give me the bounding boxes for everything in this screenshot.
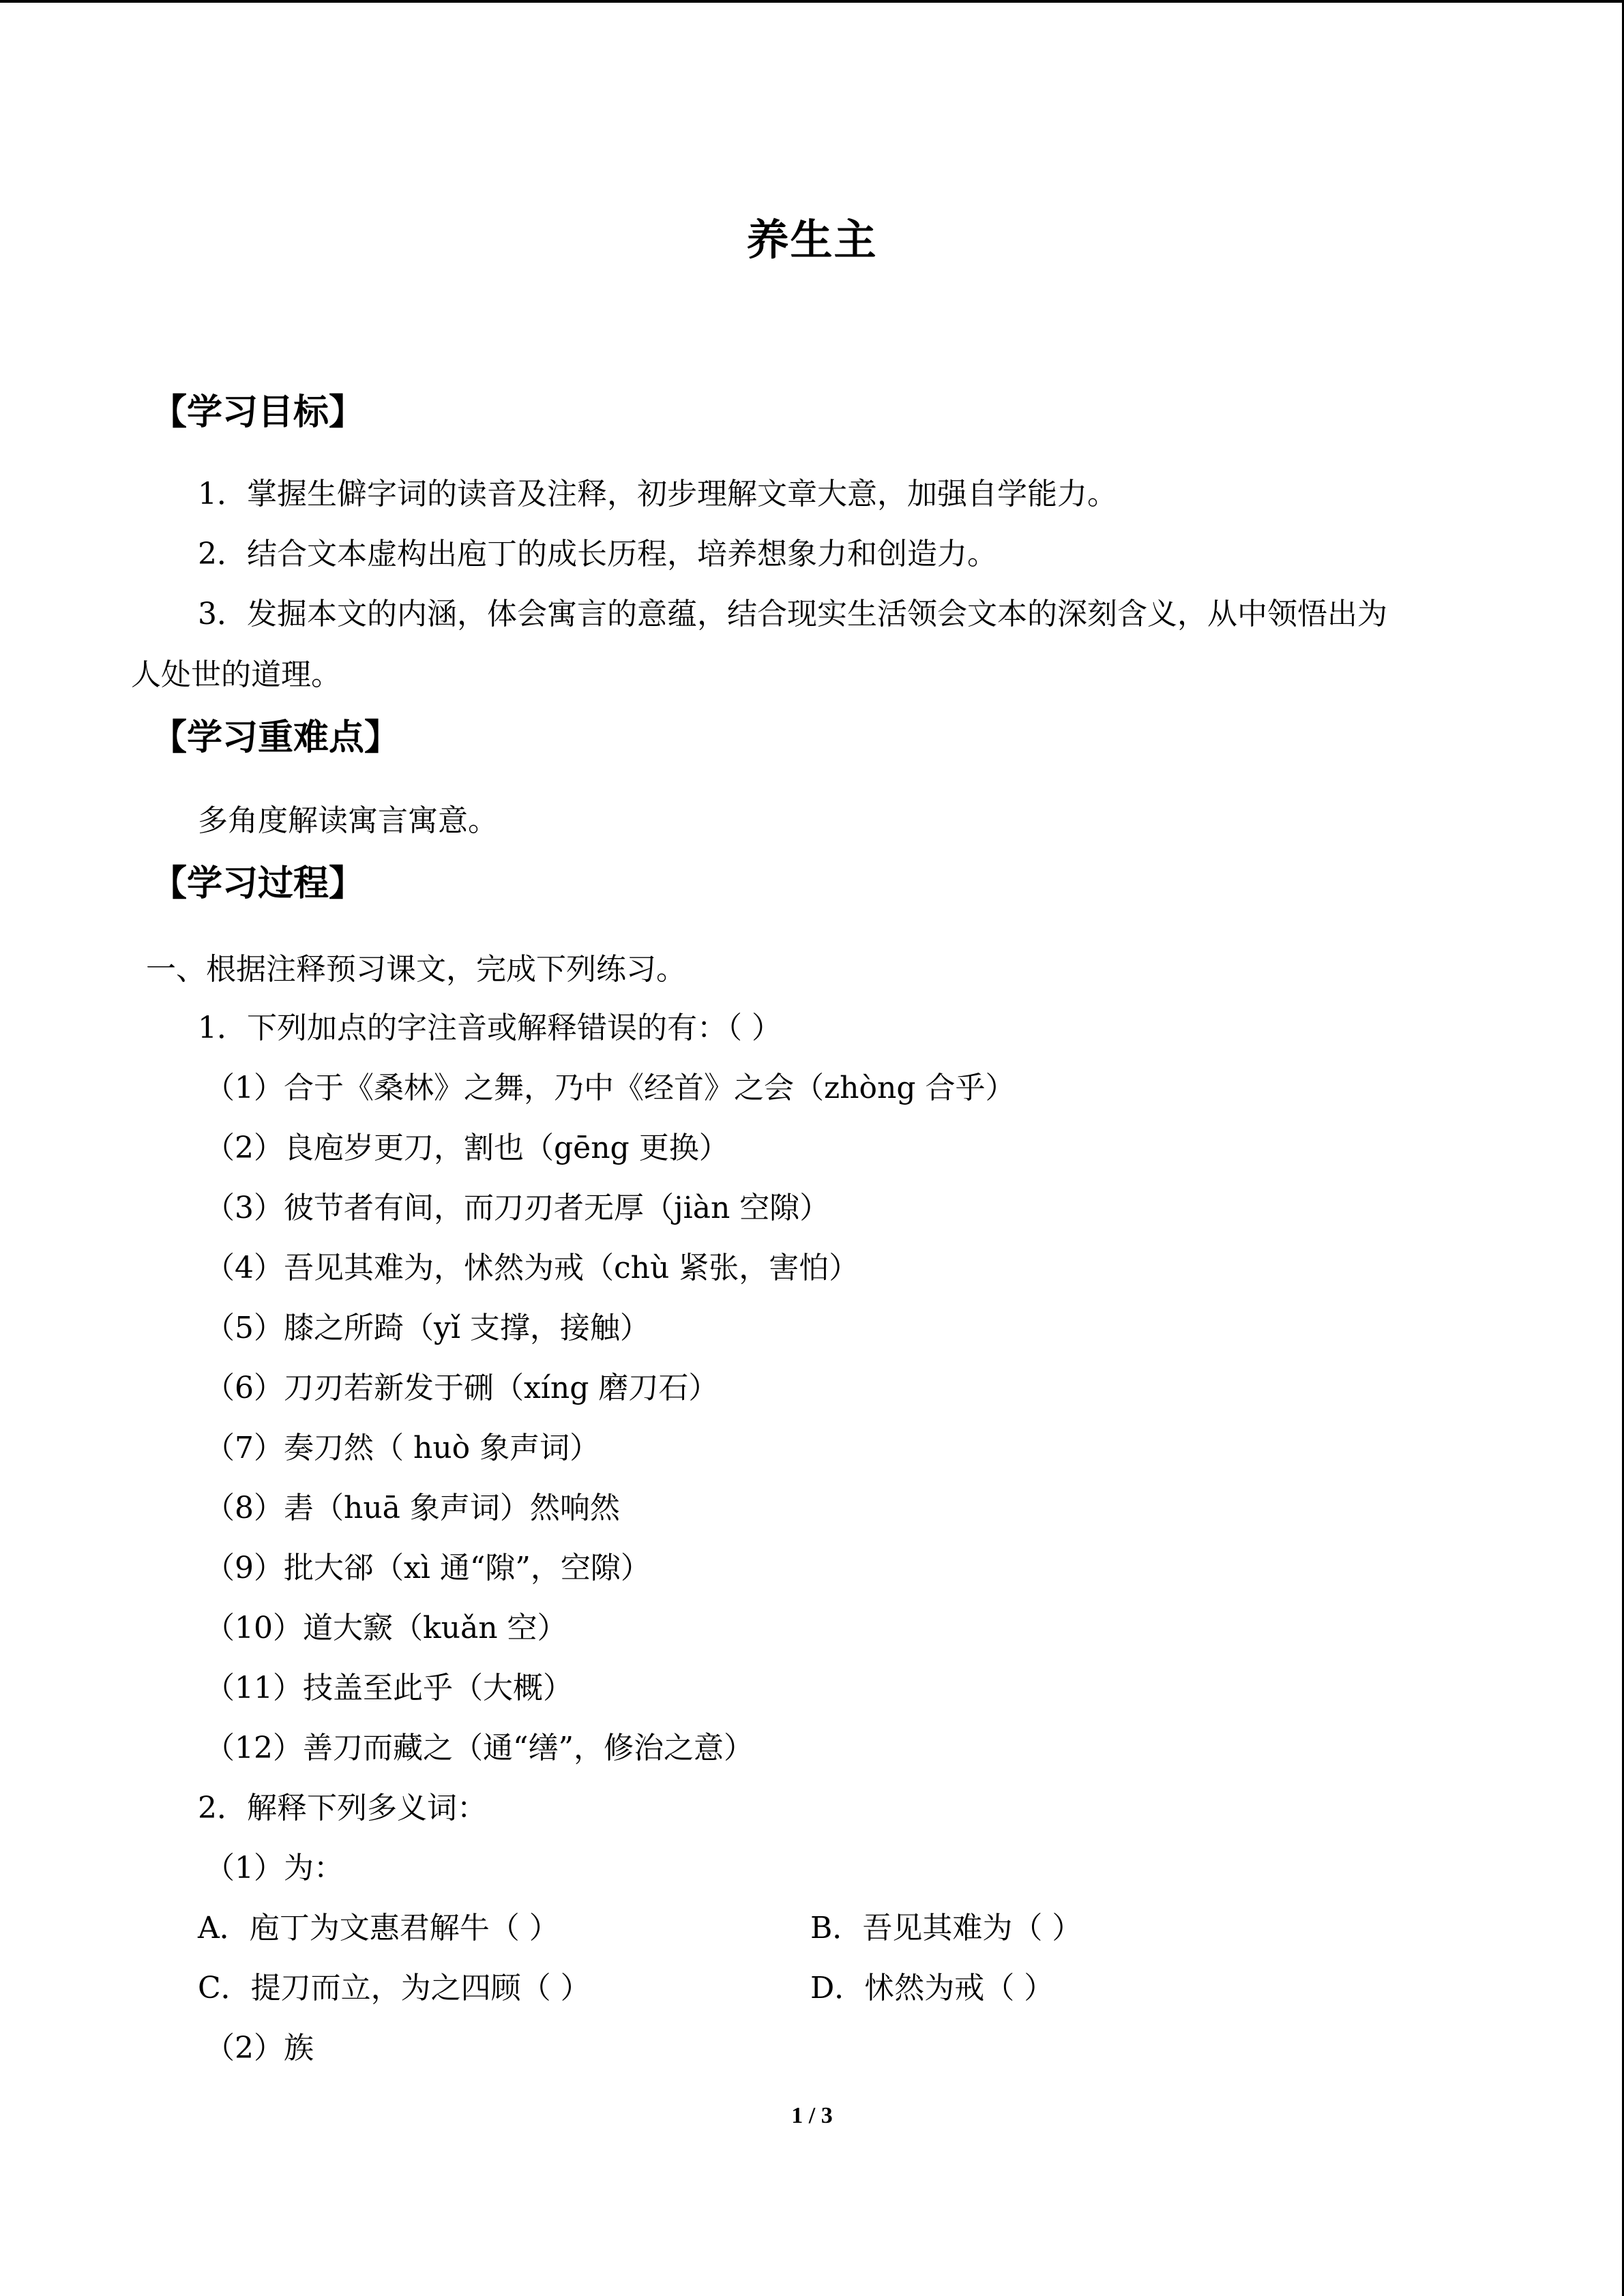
q1-item-12: （12）善刀而藏之（通“缮”，修治之意） bbox=[205, 1731, 754, 1765]
q1-item-4: （4）吾见其难为，怵然为戒（chù 紧张，害怕） bbox=[205, 1251, 859, 1285]
part1-title: 一、根据注释预习课文，完成下列练习。 bbox=[146, 952, 686, 987]
q1-item-9: （9）批大郤（xì 通“隙”，空隙） bbox=[205, 1551, 651, 1585]
q2-option-a: A．庖丁为文惠君解牛（ ） bbox=[198, 1911, 559, 1945]
q1-stem: 1．下列加点的字注音或解释错误的有：（ ） bbox=[198, 1011, 782, 1045]
q1-item-3: （3）彼节者有间，而刀刃者无厚（jiàn 空隙） bbox=[205, 1191, 830, 1225]
q1-item-5: （5）膝之所踦（yǐ 支撑，接触） bbox=[205, 1311, 650, 1345]
q2-option-b: B．吾见其难为（ ） bbox=[810, 1911, 1082, 1945]
objective-item-3-cont: 人处世的道理。 bbox=[131, 657, 341, 692]
process-heading: 【学习过程】 bbox=[151, 863, 365, 904]
q2-sub2: （2）族 bbox=[205, 2031, 314, 2066]
q2-option-d: D．怵然为戒（ ） bbox=[810, 1971, 1054, 2006]
keypoints-text: 多角度解读寓言寓意。 bbox=[198, 803, 498, 838]
keypoints-heading: 【学习重难点】 bbox=[151, 717, 400, 758]
objectives-heading: 【学习目标】 bbox=[151, 392, 365, 433]
q2-sub1: （1）为： bbox=[205, 1851, 344, 1885]
q2-stem: 2．解释下列多义词： bbox=[198, 1791, 487, 1825]
q1-item-8: （8）砉（huā 象声词）然响然 bbox=[205, 1491, 620, 1525]
q1-item-10: （10）道大窾（kuǎn 空） bbox=[205, 1611, 567, 1645]
q1-item-1: （1）合于《桑林》之舞，乃中《经首》之会（zhòng 合乎） bbox=[205, 1071, 1016, 1105]
objective-item-1: 1．掌握生僻字词的读音及注释，初步理解文章大意，加强自学能力。 bbox=[198, 477, 1117, 511]
page-top-border bbox=[0, 0, 1624, 3]
objective-item-2: 2．结合文本虚构出庖丁的成长历程，培养想象力和创造力。 bbox=[198, 537, 997, 571]
q1-item-7: （7）奏刀然（ huò 象声词） bbox=[205, 1431, 600, 1465]
q2-option-c: C．提刀而立，为之四顾（ ） bbox=[198, 1971, 591, 2006]
q1-item-11: （11）技盖至此乎（大概） bbox=[205, 1671, 573, 1705]
objective-item-3: 3．发掘本文的内涵，体会寓言的意蕴，结合现实生活领会文本的深刻含义，从中领悟出为 bbox=[198, 597, 1387, 631]
q1-item-2: （2）良庖岁更刀，割也（gēng 更换） bbox=[205, 1131, 729, 1165]
q1-item-6: （6）刀刃若新发于硎（xíng 磨刀石） bbox=[205, 1371, 719, 1405]
page-number: 1 / 3 bbox=[791, 2103, 833, 2128]
page-title: 养生主 bbox=[746, 215, 878, 265]
